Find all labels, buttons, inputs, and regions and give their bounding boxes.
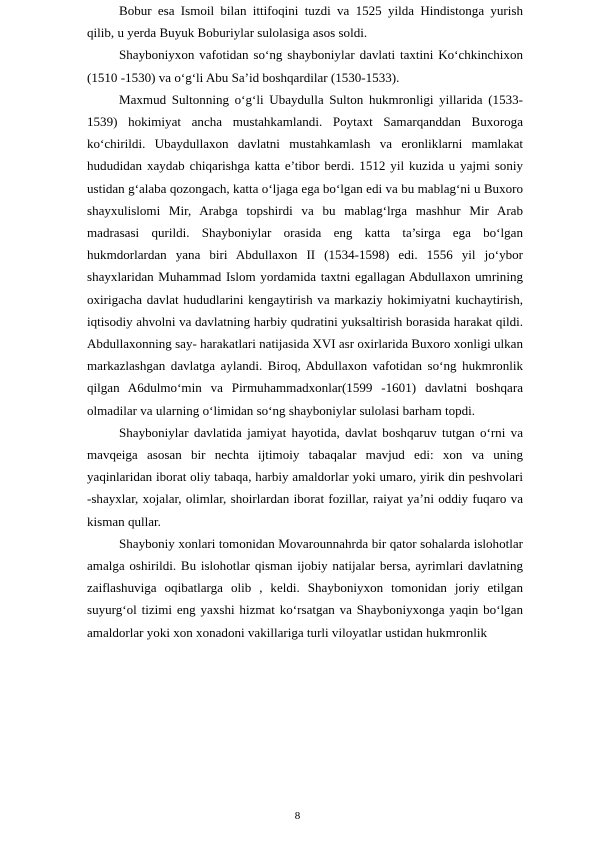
paragraph: Bobur esa Ismoil bilan ittifoqini tuzdi va 1525 yilda Hindistonga yurish qilib, u yerda Buyuk Boburiylar sulolasiga asos soldi. [87,3,523,41]
page-number: 8 [294,810,301,822]
paragraph: Shayboniyxon vafotidan so‘ng shayboniylar davlati taxtini Ko‘chkinchixon (1510 -1530) va o‘g‘li Abu Sa’id boshqardilar (1530-1533). [87,47,523,85]
paragraph: Maxmud Sultonning o‘g‘li Ubaydulla Sulton hukmronligi yillarida (1533-1539) hokimiyat ancha mustahkamlandi. Poytaxt Samarqanddan Buxoroga ko‘chirildi. Ubaydullaxon davlatni mustahkamlash va eronliklarni mamlakat hududidan xaydab chiqarishga katta e’tibor berdi. 1512 yil kuzida u yajmi soniy ustidan g‘alaba qozongach, katta o‘ljaga ega bo‘lgan edi va bu mablag‘ni u Buxoro shayxulislomi Mir, Arabga topshirdi va bu mablag‘lrga mashhur Mir Arab madrasasi qurildi. Shayboniylar orasida eng katta ta’sirga ega bo‘lgan hukmdorlardan yana biri Abdullaxon II (1534-1598) edi. 1556 yil jo‘ybor shayxlaridan Muhammad Islom yordamida taxtni egallagan Abdullaxon umrining oxirigacha davlat hududlarini kengaytirish va markaziy hokimiyatni kuchaytirish, iqtisodiy ahvolni va davlatning harbiy qudratini yuksaltirish borasida harakat qildi. Abdullaxonning say- harakatlari natijasida XVI asr oxirlarida Buxoro xonligi ulkan markazlashgan davlatga aylandi. Biroq, Abdullaxon vafotidan so‘ng hukmronlik qilgan A6dulmo‘min va Pirmuhammadxonlar(1599 -1601) davlatni boshqara olmadilar va ularning o‘limidan so‘ng shayboniylar sulolasi barham topdi. [87,91,523,418]
paragraph: Shayboniylar davlatida jamiyat hayotida, davlat boshqaruv tutgan o‘rni va mavqeiga asosan bir nechta ijtimoiy tabaqalar mavjud edi: xon va uning yaqinlaridan iborat oliy tabaqa, harbiy amaldorlar yoki umaro, yirik din peshvolari -shayxlar, xojalar, olimlar, shoirlardan iborat fozillar, raiyat ya’ni oddiy fuqaro va kisman qullar. [87,424,523,529]
paragraph: Shayboniy xonlari tomonidan Movarounnahrda bir qator sohalarda islohotlar amalga oshirildi. Bu islohotlar qisman ijobiy natijalar bersa, ayrimlari davlatning zaiflashuviga oqibatlarga olib , keldi. Shayboniyxon tomonidan joriy etilgan suyurg‘ol tizimi eng yaxshi hizmat ko‘rsatgan va Shayboniyxonga yaqin bo‘lgan amaldorlar yoki xon xonadoni vakillariga turli viloyatlar ustidan hukmronlik [87,535,523,640]
body-text [87,0,523,644]
